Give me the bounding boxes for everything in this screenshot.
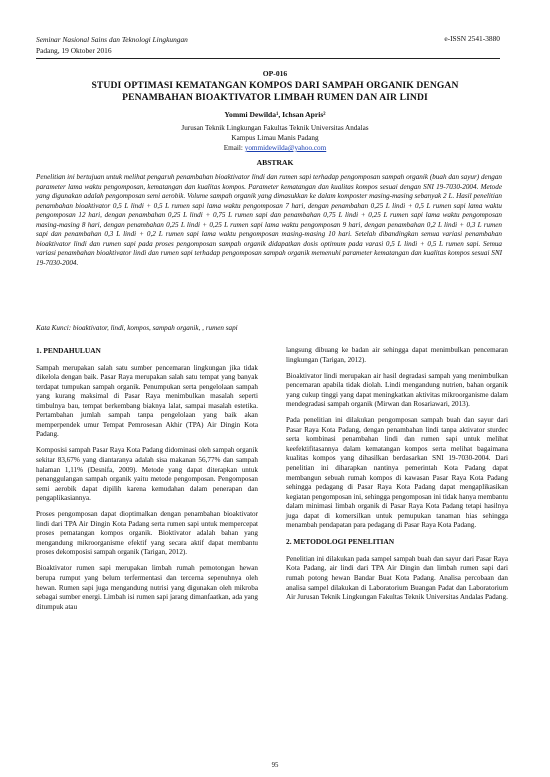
paragraph: Proses pengomposan dapat dioptimalkan dengan penambahan bioaktivator lindi dari TPA Air Dingin Kota Padang serta rumen sapi untuk mempercepat proses pematangan kompos organik. Bioktivator adalah bahan yang mengandung mikroorganisme efektif yang secara aktif dapat membantu proses dekomposisi sampah organik (Tarigan, 2012).: [36, 510, 258, 557]
email-line: [0, 143, 550, 153]
keywords: Kata Kunci: bioaktivator, lindi, kompos, sampah organik, , rumen sapi: [36, 324, 238, 332]
section-heading-introduction: 1. PENDAHULUAN: [36, 346, 101, 355]
left-column: [36, 346, 258, 619]
title-line-1: STUDI OPTIMASI KEMATANGAN KOMPOS DARI SAMPAH ORGANIK DENGAN: [91, 80, 459, 91]
running-header-left: [36, 34, 188, 56]
paragraph: Bioaktivator rumen sapi merupakan limbah rumah pemotongan hewan berupa rumput yang belum terfermentasi dan tercerna sepenuhnya oleh hewan. Rumen sapi juga mengandung nutrisi yang digunakan oleh mikroba sebagai sumber energi. Limbah isi rumen sapi jarang dimanfaatkan, ada yang ditumpuk atau: [36, 564, 258, 611]
email-link[interactable]: yommidewilda@yahoo.com: [244, 144, 327, 152]
paragraph: Komposisi sampah Pasar Raya Kota Padang didominasi oleh sampah organik sekitar 83,67% yang diantaranya adalah sisa makanan 56,77% dan sampah halaman 1,11% (Desnifa, 2009). Metode yang dapat diterapkan untuk penanggulangan sampah organik yaitu metode pengomposan. Pengomposan semi aerobik dapat dipilih karena kemudahan dalam penerapan dan pengaplikasiannya.: [36, 446, 258, 503]
author-list: Yommi Dewilda¹, Ichsan Apris²: [224, 110, 326, 119]
title-line-2: PENAMBAHAN BIOAKTIVATOR LIMBAH RUMEN DAN AIR LINDI: [122, 92, 428, 103]
paragraph: langsung dibuang ke badan air sehingga dapat menimbulkan pencemaran lingkungan (Tarigan, 2012).: [286, 346, 508, 364]
affiliation-campus: Kampus Limau Manis Padang: [231, 134, 319, 142]
right-column: [286, 346, 508, 609]
abstract-heading: ABSTRAK: [256, 158, 294, 167]
affiliation-department: Jurusan Teknik Lingkungan Fakultas Teknik Universitas Andalas: [181, 124, 369, 132]
abstract-text: Penelitian ini bertujuan untuk melihat pengaruh penambahan bioaktivator lindi dan rumen sapi terhadap pengomposan sampah organik (buah dan sayur) dengan parameter lama waktu pengomposan, kematangan dan kualitas kompos. Parameter kematangan dan kualitas kompos sesuai dengan SNI 19-7030-2004. Metode yang digunakan adalah pengomposan semi aerobik. Volume sampah organik yang dimasukkan ke dalam komposter masing-masing sebanyak 2 L. Hasil penelitian penambahan bioaktivator 0,5 L lindi + 0,5 L rumen sapi lama waktu pengomposan 7 hari, dengan penambahan 0,25 L lindi + 0,5 L rumen sapi lama waktu pengomposan 12 hari, dengan penambahan 0,25 L lindi + 0,75 L rumen sapi dan penambahan 0,75 L lindi + 0,25 L rumen sapi lama waktu pengomposan masing-masing 8 hari, dengan penambahan 0,25 L lindi + 0,25 L rumen sapi lama waktu pengomposan 9 hari, dengan penambahan 0,2 L lindi + 0,3 L rumen sapi dan penambahan 0,3 L lindi + 0,2 L rumen sapi lama waktu pengomposan masing-masing 10 hari. Setelah dibandingkan semua variasi penambahan bioaktivator lindi dan rumen sapi pada proses pengomposan sampah organik didapatkan dosis optimum pada varasi 0,5 L lindi + 0,5 L rumen sapi. Semua variasi penambahan bioaktivator lindi dan rumen sapi terhadap pengomposan sampah organik memenuhi parameter kematangan dan kualitas kompos sesuai SNI 19-7030-2004.: [36, 173, 502, 267]
section-heading-methodology: 2. METODOLOGI PENELITIAN: [286, 537, 395, 547]
paragraph: Pada penelitian ini dilakukan pengomposan sampah buah dan sayur dari Pasar Raya Kota Padang, dengan penambahan lindi tanpa aktivator sturdec serta kombinasi penambahan lindi dan rumen sapi untuk melihat keefektifitasannya dalam kematangan kompos serta melihat bagaimana kualitas kompos yang dihasilkan berdasarkan SNI 19-7030-2004. Dari penelitian ini diharapkan nantinya pemerintah Kota Padang dapat membangun sebuah rumah kompos di kawasan Pasar Raya Kota Padang sehingga pedagang di Pasar Raya Kota Padang dapat mengaplikasikan kegiatan pengomposan ini, sehingga pengomposan ini tidak hanya membantu dalam minimasi limbah organik di Pasar Raya Kota Padang tetapi hasilnya juga dapat di komersilkan untuk pemupukan tanaman hias sehingga menambah pendapatan para pedagang di Pasar Raya Kota Padang.: [286, 416, 508, 530]
paper-id: OP-016: [262, 69, 288, 78]
affiliation-block: [0, 123, 550, 153]
paragraph: Penelitian ini dilakukan pada sampel sampah buah dan sayur dari Pasar Raya Kota Padang, air lindi dari TPA Air Dingin dan limbah rumen sapi dari rumah potong hewan Bandar Buat Kota Padang. Analisa percobaan dan analisa sampel dilakukan di Laboratorium Buangan Padat dan Laboratorium Air Jurusan Teknik Lingkungan Fakultas Teknik Universitas Andalas Padang.: [286, 554, 508, 602]
page-number: 95: [271, 762, 279, 769]
header-rule: [36, 58, 500, 59]
conference-date: Padang, 19 Oktober 2016: [36, 46, 112, 55]
issn-label: e-ISSN 2541-3880: [444, 34, 500, 43]
paragraph: Bioaktivator lindi merupakan air hasil degradasi sampah yang menimbulkan pencemaran apabila tidak diolah. Lindi mengandung nutrien, bahan organik yang cukup tinggi yang dapat meningkatkan aktivitas mikroorganisme dalam mendegradasi sampah organik (Mirwan dan Rosariawari, 2013).: [286, 371, 508, 409]
email-label: Email:: [223, 144, 245, 152]
paper-title: [40, 80, 510, 104]
journal-name: Seminar Nasional Sains dan Teknologi Lingkungan: [36, 35, 188, 44]
paragraph: Sampah merupakan salah satu sumber pencemaran lingkungan jika tidak dikelola dengan baik. Pasar Raya merupakan salah satu tempat yang banyak terdapat tumpukan sampah organik. Penumpukan serta pengelolaan sampah yang kurang maksimal di Pasar Raya menimbulkan masalah seperti timbulnya bau, tempat berkembang biaknya lalat, sampai masalah estetika. Pertambahan jumlah sampah tanpa pengelolaan yang baik akan memperpendek umur Tempat Pemrosesan Akhir (TPA) Air Dingin Kota Padang.: [36, 363, 258, 439]
